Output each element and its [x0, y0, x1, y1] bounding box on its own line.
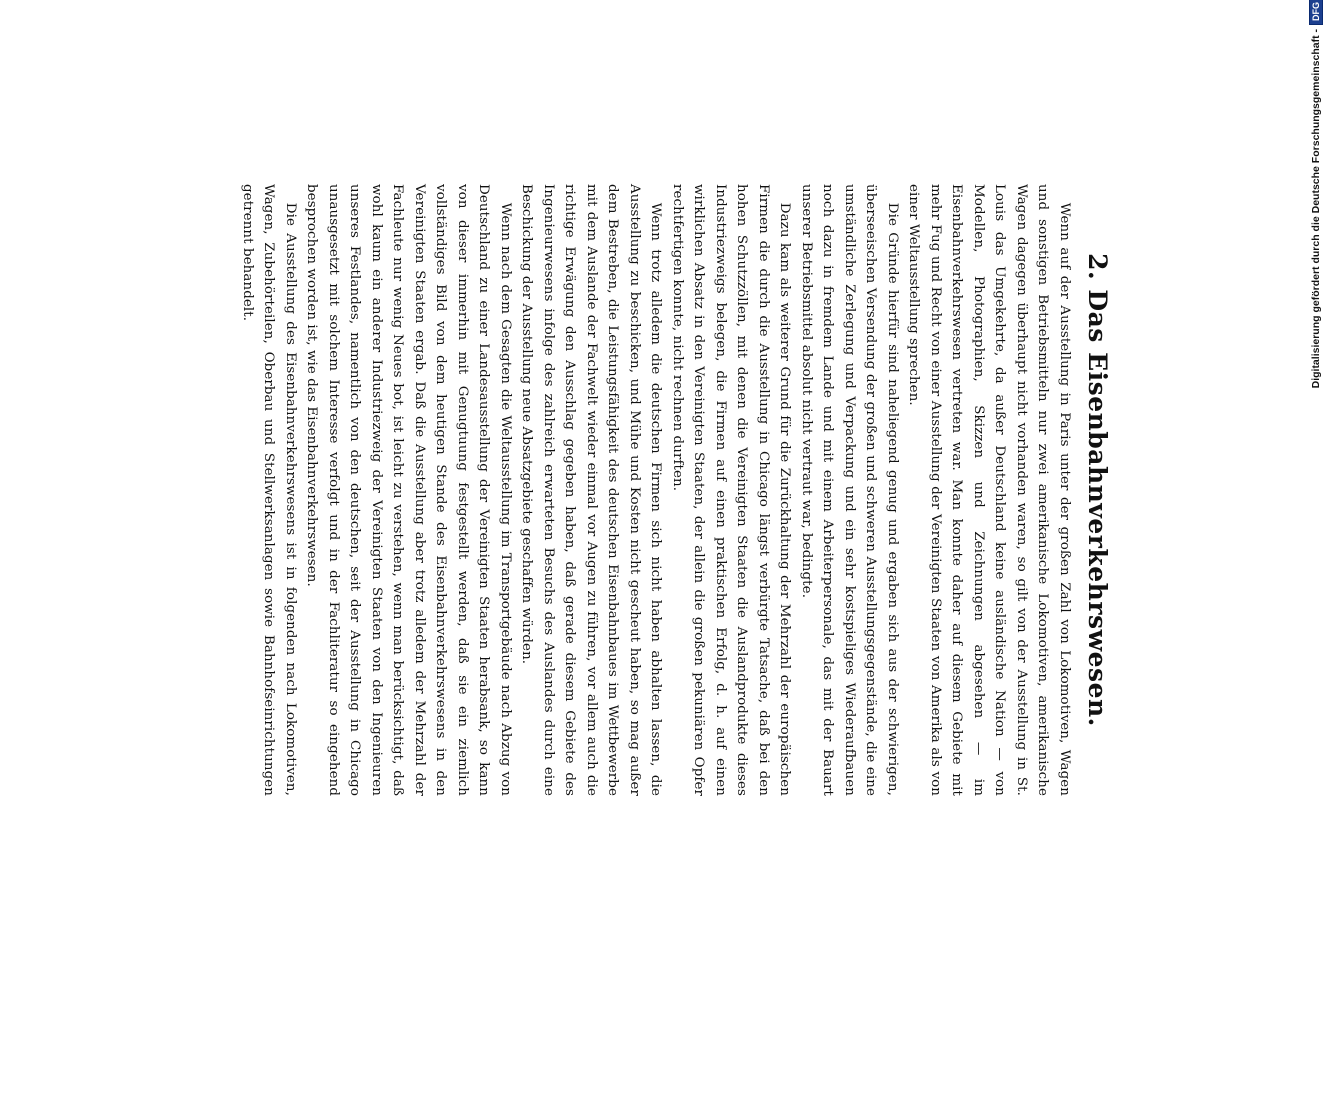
section-heading: 2. Das Eisenbahnverkehrswesen.: [1083, 253, 1112, 727]
dfg-logo: DFG: [1309, 0, 1323, 25]
paragraph: Wenn trotz alledem die deutschen Firmen sich nicht haben abhalten lassen, die Ausstellung zu beschicken, und Mühe und Kosten nicht gescheut haben, so mag außer dem Bestreben, die Leistungsfähigkeit des deutschen Eisenbahnbaues im Wettbewerbe mit dem Auslande der Fachwelt wieder einmal vor Augen zu führen, vor allem auch die richtige Erwägung den Ausschlag gegeben haben, daß gerade diesem Gebiete des Ingenieurwesens infolge des zahlreich erwarteten Besuchs des Auslandes durch eine Beschickung der Ausstellung neue Absatzgebiete geschaffen würden.: [519, 184, 664, 796]
paragraph: Wenn auf der Ausstellung in Paris unter der großen Zahl von Lokomotiven, Wagen und sonstigen Betriebsmitteln nur zwei amerikanische Lokomotiven, amerikanische Wagen dagegen überhaupt nicht vorhanden waren, so gilt von der Ausstellung in St. Louis das Umgekehrte, da außer Deutschland keine ausländische Nation — von Modellen, Photographien, Skizzen und Zeichnungen abgesehen — im Eisenbahnverkehrswesen vertreten war. Man konnte daher auf diesem Gebiete mit mehr Fug und Recht von einer Ausstellung der Vereinigten Staaten von Amerika als von einer Weltausstellung sprechen.: [906, 184, 1072, 796]
rotated-page-content: [170, 170, 1120, 810]
page-body: [229, 170, 1121, 810]
paragraph: Die Gründe hierfür sind naheliegend genug und ergaben sich aus der schwierigen, überseeischen Versendung der großen und schweren Ausstellungsgegenstände, die eine umständliche Zerlegung und Verpackung und ein sehr kostspieliges Wiederaufbauen noch dazu in fremdem Lande und mit einem Arbeiterpersonale, das mit der Bauart unserer Betriebsmittel absolut nicht vertraut war, bedingte.: [799, 184, 900, 796]
digitization-note: [1306, 2, 1324, 406]
paragraph: Dazu kam als weiterer Grund für die Zurückhaltung der Mehrzahl der europäischen Firmen die durch die Ausstellung in Chicago längst verbürgte Tatsache, daß bei den hohen Schutzzöllen, mit denen die Vereinigten Staaten die Auslandprodukte dieses Industriezweigs belegen, die Firmen auf einen praktischen Erfolg, d. h. auf einen wirklichen Absatz in den Vereinigten Staaten, der allein die großen pekuniären Opfer rechtfertigen konnte, nicht rechnen durften.: [670, 184, 793, 796]
paragraph: Wenn nach dem Gesagten die Weltausstellung im Transportgebäude nach Abzug von Deutschland zu einer Landesausstellung der Vereinigten Staaten herabsank, so kann von dieser immerhin mit Genugtuung festgestellt werden, daß sie ein ziemlich vollständiges Bild von dem heutigen Stande des Eisenbahnverkehrswesens in den Vereinigten Staaten ergab. Daß die Ausstellung aber trotz alledem der Mehrzahl der Fachleute nur wenig Neues bot, ist leicht zu verstehen, wenn man berücksichtigt, daß wohl kaum ein anderer Industriezweig der Vereinigten Staaten von den Ingenieuren unseres Festlandes, namentlich von den deutschen, seit der Ausstellung in Chicago unausgesetzt mit solchem Interesse verfolgt und in der Fachliteratur so eingehend besprochen worden ist, wie das Eisenbahnverkehrswesen.: [304, 184, 513, 796]
scanned-page: [170, 170, 1112, 1120]
paragraph: Die Ausstellung des Eisenbahnverkehrswesens ist in folgenden nach Lokomotiven, Wagen, Zubehörteilen, Oberbau und Stellwerksanlagen sowie Bahnhofseinrichtungen getrennt behandelt.: [240, 184, 298, 796]
digitization-note-text: Digitalisierung gefördert durch die Deutsche Forschungsgemeinschaft -: [1310, 29, 1322, 389]
